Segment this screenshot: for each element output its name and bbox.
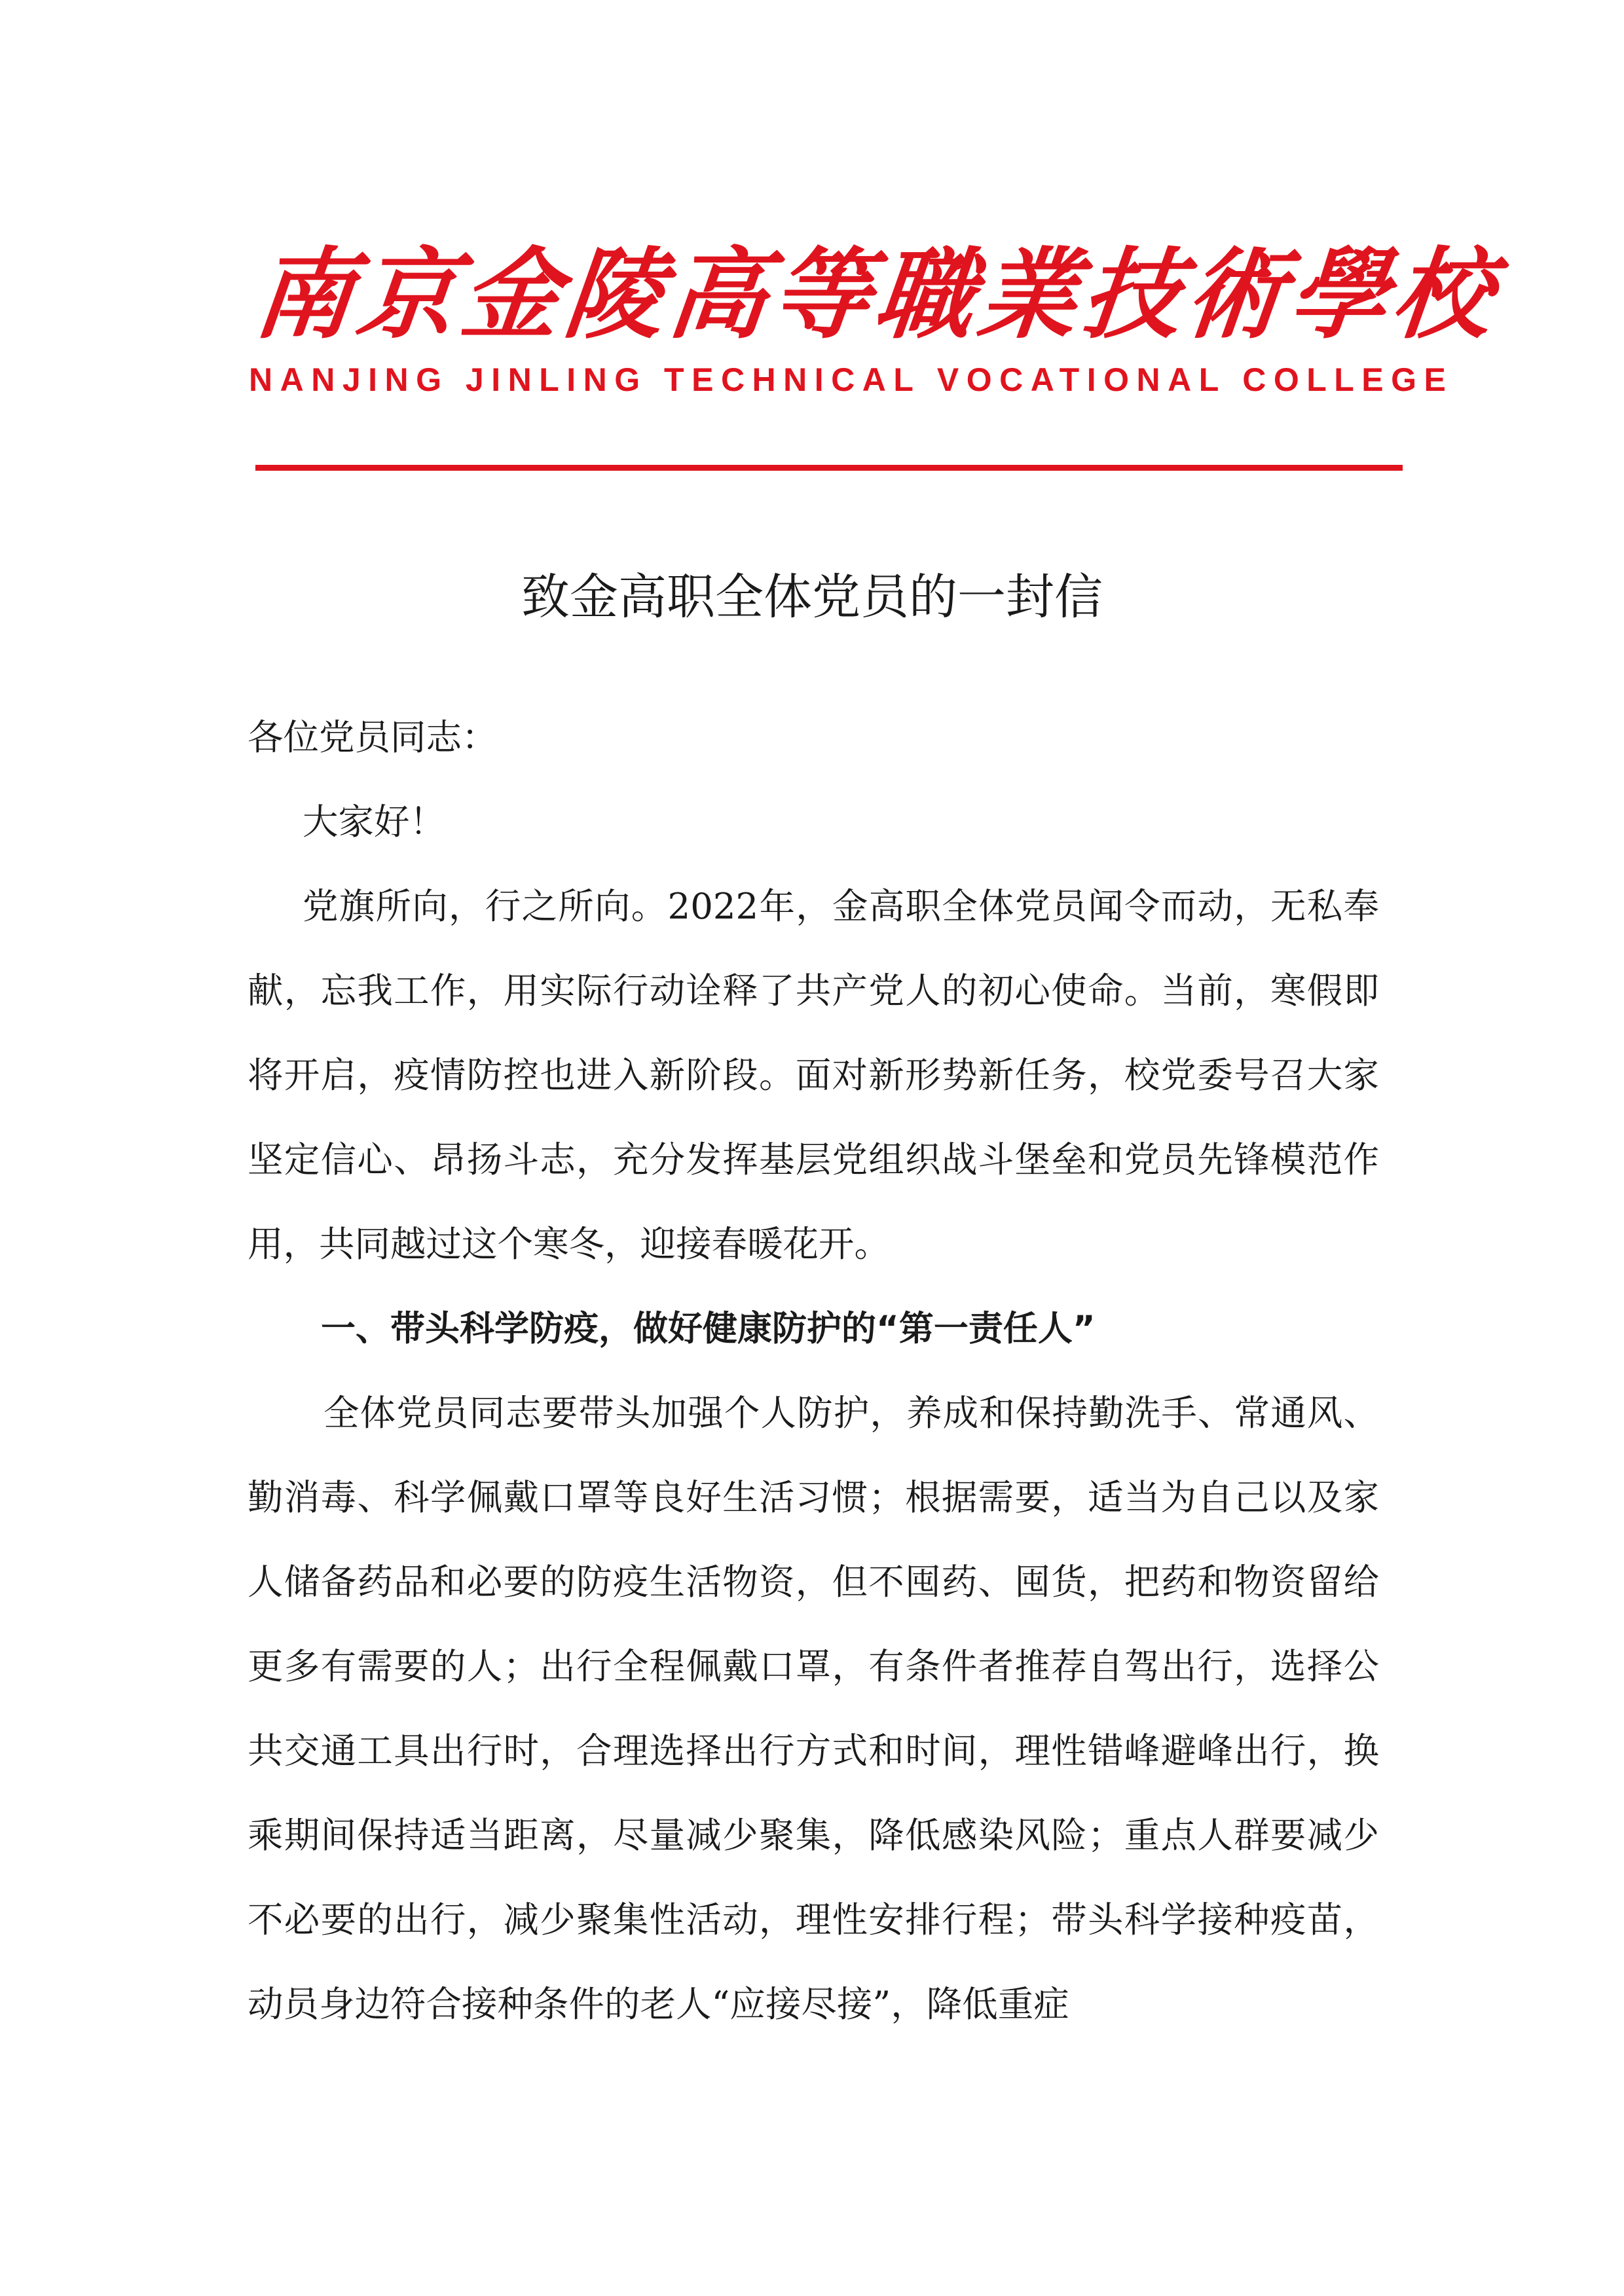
document-title: 致金高职全体党员的一封信	[521, 569, 1103, 625]
paragraph-intro: 党旗所向，行之所向。2022年，金高职全体党员闻令而动，无私奉献，忘我工作，用实际行动诠释了共产党人的初心使命。当前，寒假即将开启，疫情防控也进入新阶段。面对新形势新任务，校党委号召大家坚定信心、昂扬斗志，充分发挥基层党组织战斗堡垒和党员先锋模范作用，共同越过这个寒冬，迎接春暖花开。	[248, 885, 1379, 1265]
letter-body	[248, 695, 1379, 2047]
section-heading-1: 一、带头科学防疫，做好健康防护的“第一责任人”	[321, 1309, 1096, 1349]
letterhead-divider	[255, 465, 1403, 471]
school-logo-name-cn: 南京金陵高等職業技術學校	[249, 237, 1503, 352]
salutation: 各位党员同志：	[248, 716, 498, 758]
school-name-en: NANJING JINLING TECHNICAL VOCATIONAL COLLEGE	[249, 361, 1454, 398]
letterhead	[249, 236, 1503, 399]
greeting: 大家好！	[303, 801, 446, 843]
section-body-1: 全体党员同志要带头加强个人防护，养成和保持勤洗手、常通风、勤消毒、科学佩戴口罩等良好生活习惯；根据需要，适当为自己以及家人储备药品和必要的防疫生活物资，但不囤药、囤货，把药和物资留给更多有需要的人；出行全程佩戴口罩，有条件者推荐自驾出行，选择公共交通工具出行时，合理选择出行方式和时间，理性错峰避峰出行，换乘期间保持适当距离，尽量减少聚集，降低感染风险；重点人群要减少不必要的出行，减少聚集性活动，理性安排行程；带头科学接种疫苗，动员身边符合接种条件的老人“应接尽接”，降低重症	[248, 1392, 1379, 2025]
